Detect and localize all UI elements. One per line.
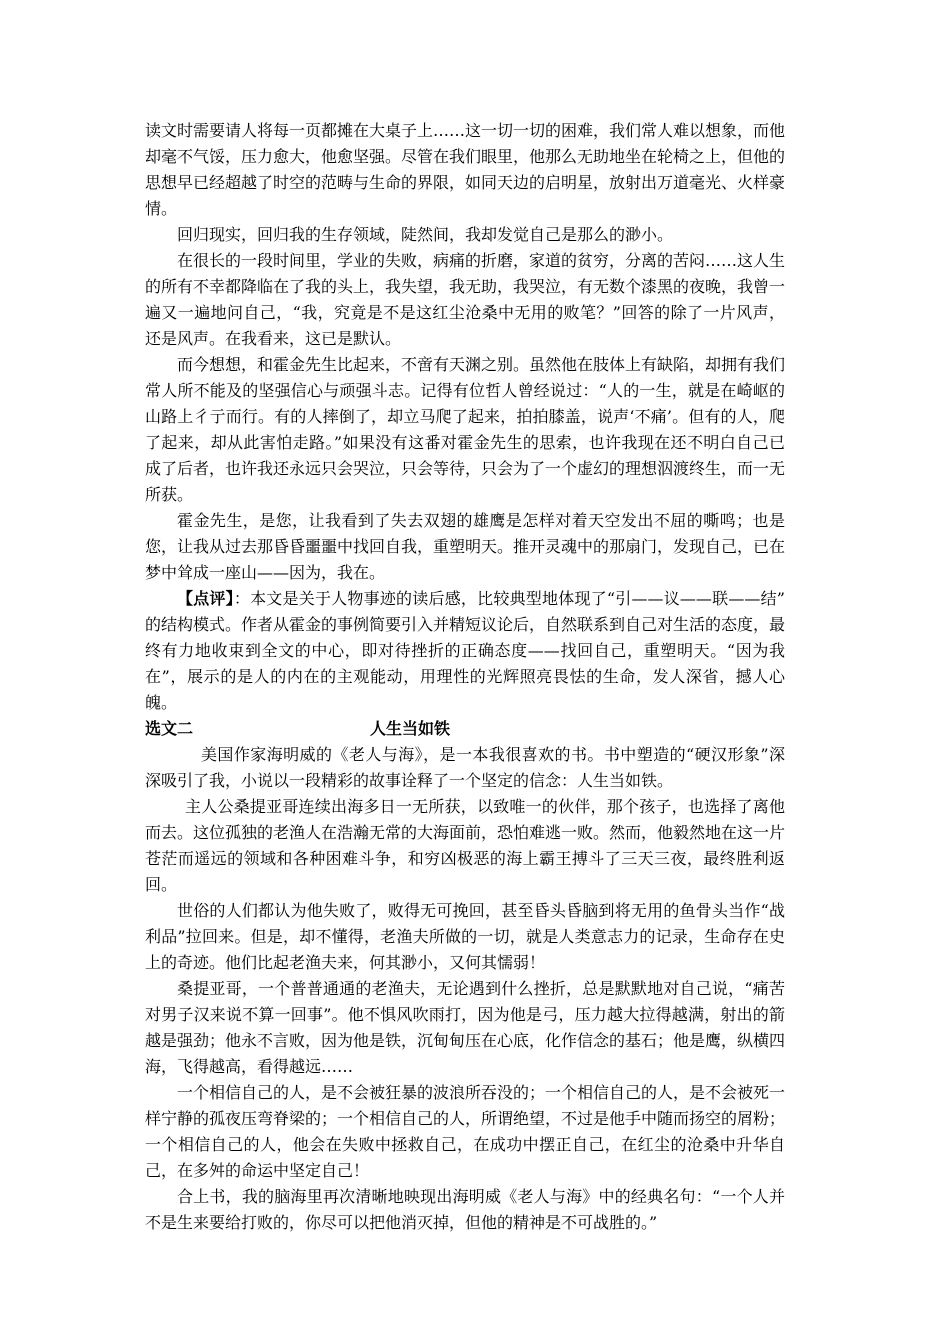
paragraph: 合上书，我的脑海里再次清晰地映现出海明威《老人与海》中的经典名句：“一个人并不是生来要给打败的，你尽可以把他消灭掉，但他的精神是不可战胜的。”: [145, 1187, 785, 1232]
paragraph: 霍金先生，是您，让我看到了失去双翅的雄鹰是怎样对着天空发出不屈的嘶鸣；也是您，让我从过去那昏昏噩噩中找回自我，重塑明天。推开灵魂中的那扇门，发现自己，已在梦中耸成一座山——因为，我在。: [145, 511, 786, 582]
section-label: 选文二: [145, 719, 194, 738]
section-heading: [145, 716, 785, 742]
paragraph: 一个相信自己的人，是不会被狂暴的波浪所吞没的；一个相信自己的人，是不会被死一样宁静的孤夜压弯脊梁的；一个相信自己的人，所谓绝望，不过是他手中随而扬空的屑粉；一个相信自己的人，他会在失败中拯救自己，在成功中摆正自己，在红尘的沧桑中升华自己，在多舛的命运中坚定自己！: [145, 1083, 786, 1180]
comment-paragraph: [145, 586, 791, 716]
paragraph: 世俗的人们都认为他失败了，败得无可挽回，甚至昏头昏脑到将无用的鱼骨头当作“战利品”拉回来。但是，却不懂得，老渔夫所做的一切，就是人类意志力的记录，生命存在史上的奇迹。他们比起老渔夫来，何其渺小，又何其懦弱！: [145, 901, 785, 972]
comment-label: 【点评】: [177, 589, 234, 608]
paragraph: 在很长的一段时间里，学业的失败，病痛的折磨，家道的贫穷，分离的苦闷……这人生的所有不幸都降临在了我的头上，我失望，我无助，我哭泣，有无数个漆黑的夜晚，我曾一遍又一遍地问自己，“我，究竟是不是这红尘沧桑中无用的败笔？”回答的除了一片风声，还是风声。在我看来，这已是默认。: [145, 251, 786, 348]
comment-text: ：本文是关于人物事迹的读后感，比较典型地体现了“引——议——联——结” 的结构模式。作者从霍金的事例简要引入并精短议论后，自然联系到自己对生活的态度，最终有力地收束到全文的中心，即对待挫折的正确态度——找回自己，重塑明天。“因为我在”，展示的是人的内在的主观能动，用理性的光辉照亮畏怯的生命，发人深省，撼人心魄。: [145, 589, 791, 712]
paragraph: 而今想想，和霍金先生比起来，不啻有天渊之别。虽然他在肢体上有缺陷，却拥有我们常人所不能及的坚强信心与顽强斗志。记得有位哲人曾经说过：“人的一生，就是在崎岖的山路上彳亍而行。有的人摔倒了，却立马爬了起来，拍拍膝盖，说声‘不痛’。但有的人，爬了起来，却从此害怕走路。”如果没有这番对霍金先生的思索，也许我现在还不明白自己已成了后者，也许我还永远只会哭泣，只会等待，只会为了一个虚幻的理想泅渡终生，而一无所获。: [145, 355, 786, 504]
section-title: 人生当如铁: [370, 719, 451, 738]
paragraph: 美国作家海明威的《老人与海》，是一本我很喜欢的书。书中塑造的“硬汉形象”深深吸引了我，小说以一段精彩的故事诠释了一个坚定的信念：人生当如铁。: [145, 745, 785, 790]
paragraph: 读文时需要请人将每一页都摊在大桌子上……这一切一切的困难，我们常人难以想象，而他却毫不气馁，压力愈大，他愈坚强。尽管在我们眼里，他那么无助地坐在轮椅之上，但他的思想早已经超越了时空的范畴与生命的界限，如同天边的启明星，放射出万道毫光、火样豪情。: [145, 121, 786, 218]
paragraph: 回归现实，回归我的生存领域，陡然间，我却发觉自己是那么的渺小。: [177, 225, 674, 244]
document-body: [145, 118, 791, 1236]
paragraph: 桑提亚哥，一个普普通通的老渔夫，无论遇到什么挫折，总是默默地对自己说，“痛苦对男子汉来说不算一回事”。他不惧风吹雨打，因为他是弓，压力越大拉得越满，射出的箭越是强劲；他永不言败，因为他是铁，沉甸甸压在心底，化作信念的基石；他是鹰，纵横四海，飞得越高，看得越远……: [145, 979, 786, 1076]
paragraph: 主人公桑提亚哥连续出海多日一无所获，以致唯一的伙伴，那个孩子，也选择了离他而去。这位孤独的老渔人在浩瀚无常的大海面前，恐怕难逃一败。然而，他毅然地在这一片苍茫而遥远的领域和各种困难斗争，和穷凶极恶的海上霸王搏斗了三天三夜，最终胜利返回。: [145, 797, 786, 894]
